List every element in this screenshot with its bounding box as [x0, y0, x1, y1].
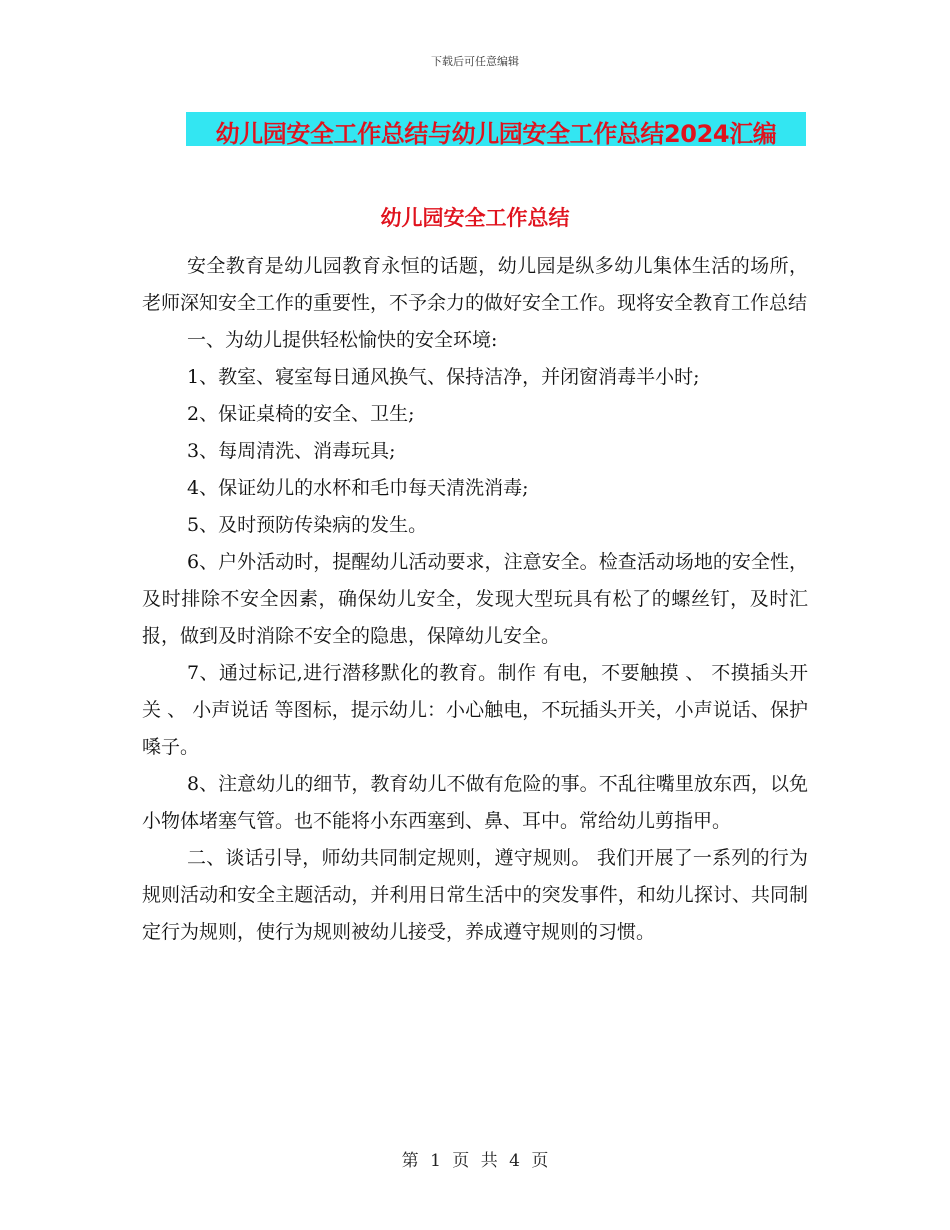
page-header-note: 下载后可任意编辑 [431, 55, 519, 68]
list-item: 8、注意幼儿的细节，教育幼儿不做有危险的事。不乱往嘴里放东西，以免小物体堵塞气管。也不能将小东西塞到、鼻、耳中。常给幼儿剪指甲。 [142, 773, 808, 832]
list-item: 4、保证幼儿的水杯和毛巾每天清洗消毒; [187, 477, 529, 499]
page-number: 第 1 页 共 4 页 [401, 1151, 549, 1171]
list-item: 3、每周清洗、消毒玩具; [187, 440, 396, 462]
list-item: 1、教室、寝室每日通风换气、保持洁净，并闭窗消毒半小时; [187, 366, 700, 388]
section-title: 幼儿园安全工作总结 [380, 206, 570, 230]
document-title: 幼儿园安全工作总结与幼儿园安全工作总结2024汇编 [215, 120, 777, 148]
list-item: 7、通过标记,进行潜移默化的教育。制作 有电，不要触摸 、 不摸插头开关 、 小声说话 等图标，提示幼儿：小心触电，不玩插头开关，小声说话、保护嗓子。 [142, 662, 808, 758]
paragraph-heading-1: 一、为幼儿提供轻松愉快的安全环境: [187, 329, 498, 351]
list-item: 6、户外活动时，提醒幼儿活动要求，注意安全。检查活动场地的安全性，及时排除不安全因素，确保幼儿安全，发现大型玩具有松了的螺丝钉，及时汇报，做到及时消除不安全的隐患，保障幼儿安全。 [142, 551, 808, 647]
paragraph-intro: 安全教育是幼儿园教育永恒的话题，幼儿园是纵多幼儿集体生活的场所，老师深知安全工作的重要性，不予余力的做好安全工作。现将安全教育工作总结 [142, 255, 808, 314]
document-body [142, 248, 808, 951]
list-item: 5、及时预防传染病的发生。 [187, 514, 428, 536]
paragraph-heading-2: 二、谈话引导，师幼共同制定规则，遵守规则。 我们开展了一系列的行为规则活动和安全主题活动，并利用日常生活中的突发事件，和幼儿探讨、共同制定行为规则，使行为规则被幼儿接受，养成遵守规则的习惯。 [142, 847, 808, 943]
document-title-highlight [186, 112, 806, 146]
list-item: 2、保证桌椅的安全、卫生; [187, 403, 415, 425]
